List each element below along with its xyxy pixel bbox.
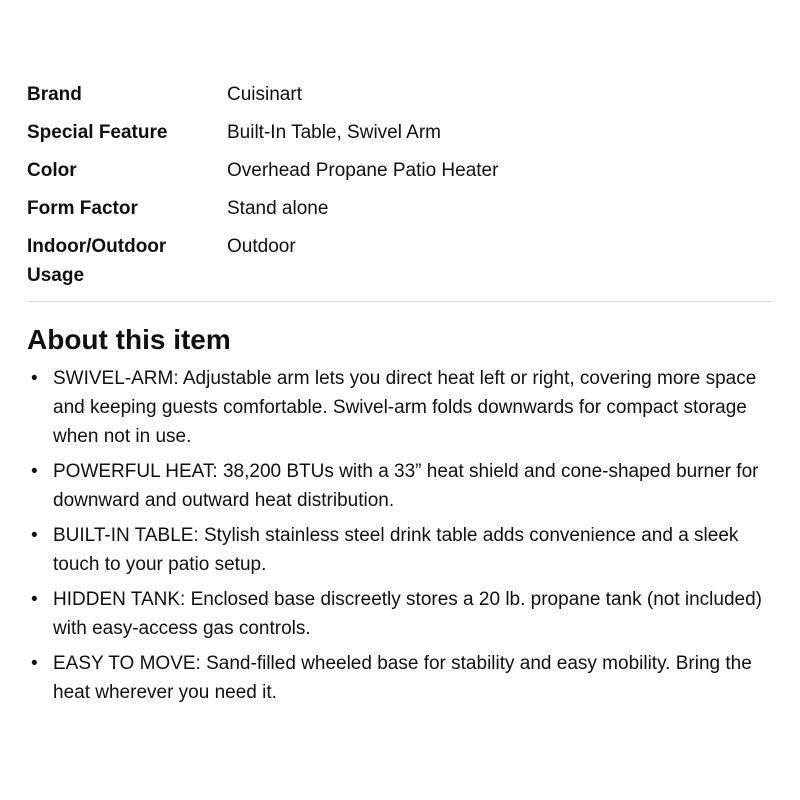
bullet-icon: • [31, 525, 38, 546]
spec-label: Indoor/Outdoor Usage [27, 236, 167, 286]
spec-label: Brand [27, 84, 82, 105]
bullet-text: POWERFUL HEAT: 38,200 BTUs with a 33” heat shield and cone-shaped burner for downward and outward heat distribution. [53, 461, 759, 511]
bullet-icon: • [31, 368, 38, 389]
list-item [27, 585, 773, 643]
bullet-text: EASY TO MOVE: Sand-filled wheeled base for stability and easy mobility. Bring the heat wherever you need it. [53, 653, 752, 703]
spec-value: Built-In Table, Swivel Arm [227, 122, 442, 143]
spec-row-color [27, 156, 773, 185]
about-bullet-list [27, 364, 773, 713]
spec-label: Form Factor [27, 198, 138, 219]
spec-row-form-factor [27, 194, 773, 223]
spec-row-special-feature [27, 118, 773, 147]
list-item [27, 364, 773, 451]
spec-row-indoor-outdoor-usage [27, 232, 773, 290]
product-specs-table [27, 80, 773, 299]
spec-value: Cuisinart [227, 84, 302, 105]
section-divider [27, 301, 773, 302]
bullet-text: BUILT-IN TABLE: Stylish stainless steel drink table adds convenience and a sleek touch to your patio setup. [53, 525, 739, 575]
bullet-icon: • [31, 461, 38, 482]
bullet-icon: • [31, 589, 38, 610]
spec-label: Color [27, 160, 77, 181]
spec-row-brand [27, 80, 773, 109]
spec-value: Overhead Propane Patio Heater [227, 160, 499, 181]
bullet-text: HIDDEN TANK: Enclosed base discreetly stores a 20 lb. propane tank (not included) with easy-access gas controls. [53, 589, 762, 639]
bullet-text: SWIVEL-ARM: Adjustable arm lets you direct heat left or right, covering more space and keeping guests comfortable. Swivel-arm folds downwards for compact storage when not in use. [53, 368, 757, 447]
list-item [27, 457, 773, 515]
bullet-icon: • [31, 653, 38, 674]
spec-value: Stand alone [227, 198, 329, 219]
spec-label: Special Feature [27, 122, 168, 143]
about-section-title: About this item [27, 324, 231, 355]
list-item [27, 649, 773, 707]
spec-value: Outdoor [227, 236, 296, 257]
list-item [27, 521, 773, 579]
